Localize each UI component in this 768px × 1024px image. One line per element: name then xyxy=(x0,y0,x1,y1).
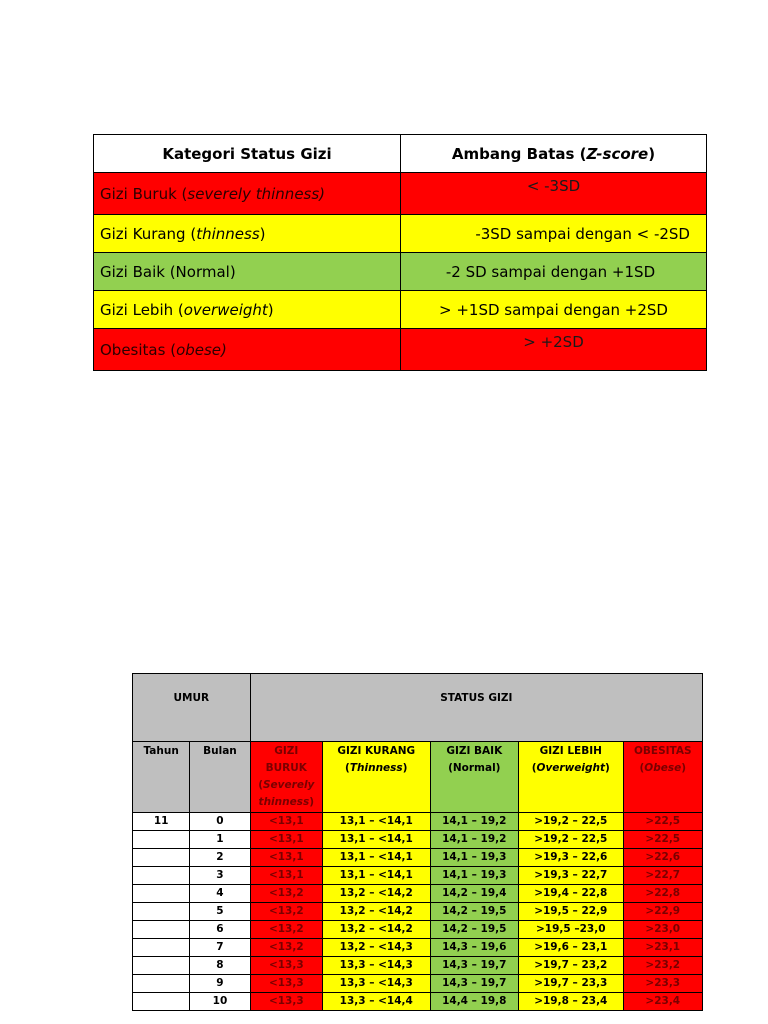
header-paren: ( xyxy=(639,762,645,774)
table-row xyxy=(94,329,707,371)
header-umur: UMUR xyxy=(133,674,251,742)
tahun-cell xyxy=(133,885,190,903)
header-italic: Severely thinness xyxy=(258,779,315,808)
table-row xyxy=(94,253,707,291)
gizi-buruk-cell: <13,3 xyxy=(250,957,322,975)
obesitas-cell: >22,5 xyxy=(623,813,702,831)
table-row xyxy=(94,215,707,253)
table-row xyxy=(133,957,703,975)
bulan-cell: 9 xyxy=(190,975,250,993)
header-line: BURUK xyxy=(265,762,307,774)
table-header-row xyxy=(94,135,707,173)
header-gizi-baik xyxy=(430,742,518,813)
header-ambang-italic: Z-score xyxy=(586,144,649,163)
gizi-buruk-cell: <13,2 xyxy=(250,903,322,921)
status-gizi-category-table xyxy=(93,134,707,371)
header-line: GIZI KURANG xyxy=(337,745,416,757)
obesitas-cell: >23,4 xyxy=(623,993,702,1011)
gizi-baik-cell: 14,1 – 19,2 xyxy=(430,813,518,831)
gizi-kurang-cell: 13,2 – <14,2 xyxy=(322,921,430,939)
label-italic: thinness xyxy=(196,224,260,243)
table-row xyxy=(133,975,703,993)
threshold-value: > +2SD xyxy=(401,329,707,371)
table-row xyxy=(133,903,703,921)
tahun-cell xyxy=(133,993,190,1011)
table-row xyxy=(94,173,707,215)
header-gizi-lebih xyxy=(519,742,624,813)
threshold-value: < -3SD xyxy=(401,173,707,215)
tahun-cell xyxy=(133,903,190,921)
header-italic: Thinness xyxy=(349,762,403,774)
obesitas-cell: >23,2 xyxy=(623,957,702,975)
header-gizi-buruk xyxy=(250,742,322,813)
gizi-lebih-cell: >19,7 – 23,2 xyxy=(519,957,624,975)
obesitas-cell: >23,1 xyxy=(623,939,702,957)
header-line: GIZI LEBIH xyxy=(539,745,602,757)
gizi-kurang-cell: 13,3 – <14,3 xyxy=(322,975,430,993)
header-bulan: Bulan xyxy=(190,742,250,813)
gizi-baik-cell: 14,1 – 19,3 xyxy=(430,849,518,867)
gizi-kurang-cell: 13,2 – <14,2 xyxy=(322,885,430,903)
header-paren: ( xyxy=(258,779,263,791)
gizi-lebih-cell: >19,6 – 23,1 xyxy=(519,939,624,957)
header-line: GIZI BAIK xyxy=(446,745,503,757)
obesitas-cell: >22,7 xyxy=(623,867,702,885)
gizi-kurang-cell: 13,3 – <14,4 xyxy=(322,993,430,1011)
table-row xyxy=(133,939,703,957)
gizi-baik-cell: 14,2 – 19,4 xyxy=(430,885,518,903)
table-row xyxy=(133,993,703,1011)
gizi-buruk-cell: <13,1 xyxy=(250,831,322,849)
gizi-lebih-cell: >19,2 – 22,5 xyxy=(519,831,624,849)
gizi-buruk-cell: <13,3 xyxy=(250,975,322,993)
table-row xyxy=(94,291,707,329)
obesitas-cell: >22,5 xyxy=(623,831,702,849)
gizi-buruk-cell: <13,1 xyxy=(250,813,322,831)
tahun-cell xyxy=(133,939,190,957)
tahun-cell: 11 xyxy=(133,813,190,831)
gizi-lebih-cell: >19,5 – 22,9 xyxy=(519,903,624,921)
bulan-cell: 2 xyxy=(190,849,250,867)
gizi-kurang-cell: 13,2 – <14,2 xyxy=(322,903,430,921)
table-row xyxy=(133,831,703,849)
label-text: Obesitas ( xyxy=(100,340,177,359)
header-ambang-prefix: Ambang Batas ( xyxy=(451,144,587,163)
tahun-cell xyxy=(133,849,190,867)
category-label xyxy=(94,253,401,291)
threshold-value: -2 SD sampai dengan +1SD xyxy=(401,253,707,291)
label-italic: severely thinness) xyxy=(187,184,326,203)
gizi-kurang-cell: 13,1 – <14,1 xyxy=(322,867,430,885)
label-italic: obese) xyxy=(176,340,227,359)
table-row xyxy=(133,885,703,903)
category-label xyxy=(94,291,401,329)
tahun-cell xyxy=(133,831,190,849)
header-italic: Obese xyxy=(644,762,682,774)
header-ambang-suffix: ) xyxy=(648,144,656,163)
header-italic: Overweight xyxy=(536,762,606,774)
gizi-baik-cell: 14,3 – 19,7 xyxy=(430,975,518,993)
header-status-gizi: STATUS GIZI xyxy=(250,674,702,742)
gizi-lebih-cell: >19,3 – 22,7 xyxy=(519,867,624,885)
bmi-reference-table-wrapper xyxy=(132,673,704,1024)
header-kategori: Kategori Status Gizi xyxy=(94,135,401,173)
label-text: Gizi Kurang ( xyxy=(100,224,197,243)
gizi-lebih-cell: >19,8 – 23,4 xyxy=(519,993,624,1011)
table-row xyxy=(133,921,703,939)
header-paren: ) xyxy=(402,762,408,774)
gizi-buruk-cell: <13,1 xyxy=(250,849,322,867)
gizi-lebih-cell: >19,3 – 22,6 xyxy=(519,849,624,867)
gizi-lebih-cell: >19,7 – 23,3 xyxy=(519,975,624,993)
gizi-baik-cell: 14,4 – 19,8 xyxy=(430,993,518,1011)
header-tahun: Tahun xyxy=(133,742,190,813)
tahun-cell xyxy=(133,921,190,939)
gizi-baik-cell: 14,2 – 19,5 xyxy=(430,921,518,939)
header-gizi-kurang xyxy=(322,742,430,813)
header-line: GIZI xyxy=(274,745,299,757)
tahun-cell xyxy=(133,867,190,885)
bulan-cell: 8 xyxy=(190,957,250,975)
header-paren: ) xyxy=(309,796,315,808)
category-label xyxy=(94,215,401,253)
label-text: Gizi Baik (Normal) xyxy=(100,262,236,281)
obesitas-cell: >23,0 xyxy=(623,921,702,939)
gizi-buruk-cell: <13,1 xyxy=(250,867,322,885)
header-line: OBESITAS xyxy=(633,745,692,757)
header-paren: ( xyxy=(345,762,350,774)
header-obesitas xyxy=(623,742,702,813)
obesitas-cell: >22,8 xyxy=(623,885,702,903)
tahun-cell xyxy=(133,957,190,975)
gizi-buruk-cell: <13,2 xyxy=(250,921,322,939)
bulan-cell: 5 xyxy=(190,903,250,921)
bulan-cell: 4 xyxy=(190,885,250,903)
header-paren: ) xyxy=(605,762,610,774)
gizi-baik-cell: 14,3 – 19,7 xyxy=(430,957,518,975)
table-row xyxy=(133,813,703,831)
bulan-cell: 6 xyxy=(190,921,250,939)
gizi-kurang-cell: 13,1 – <14,1 xyxy=(322,813,430,831)
table-header-row xyxy=(133,674,703,742)
category-label xyxy=(94,329,401,371)
header-ambang-batas xyxy=(401,135,707,173)
bmi-table-body xyxy=(133,813,703,1011)
label-text: Gizi Buruk ( xyxy=(100,184,188,203)
header-line: (Normal) xyxy=(448,762,501,774)
gizi-baik-cell: 14,1 – 19,3 xyxy=(430,867,518,885)
table-row xyxy=(133,849,703,867)
gizi-lebih-cell: >19,4 – 22,8 xyxy=(519,885,624,903)
gizi-baik-cell: 14,3 – 19,6 xyxy=(430,939,518,957)
threshold-value: > +1SD sampai dengan +2SD xyxy=(401,291,707,329)
tahun-cell xyxy=(133,975,190,993)
gizi-buruk-cell: <13,3 xyxy=(250,993,322,1011)
label-italic: overweight xyxy=(183,300,268,319)
gizi-lebih-cell: >19,2 – 22,5 xyxy=(519,813,624,831)
gizi-buruk-cell: <13,2 xyxy=(250,885,322,903)
gizi-kurang-cell: 13,2 – <14,3 xyxy=(322,939,430,957)
gizi-kurang-cell: 13,3 – <14,3 xyxy=(322,957,430,975)
gizi-buruk-cell: <13,2 xyxy=(250,939,322,957)
gizi-lebih-cell: >19,5 –23,0 xyxy=(519,921,624,939)
threshold-value: -3SD sampai dengan < -2SD xyxy=(401,215,707,253)
bulan-cell: 10 xyxy=(190,993,250,1011)
label-text: Gizi Lebih ( xyxy=(100,300,184,319)
gizi-kurang-cell: 13,1 – <14,1 xyxy=(322,831,430,849)
obesitas-cell: >23,3 xyxy=(623,975,702,993)
table-row xyxy=(133,867,703,885)
table-subheader-row xyxy=(133,742,703,813)
header-paren: ) xyxy=(681,762,687,774)
obesitas-cell: >22,9 xyxy=(623,903,702,921)
label-tail: ) xyxy=(267,300,274,319)
gizi-kurang-cell: 13,1 – <14,1 xyxy=(322,849,430,867)
bulan-cell: 7 xyxy=(190,939,250,957)
bulan-cell: 3 xyxy=(190,867,250,885)
gizi-baik-cell: 14,1 – 19,2 xyxy=(430,831,518,849)
bmi-reference-table xyxy=(132,673,703,1011)
category-label xyxy=(94,173,401,215)
obesitas-cell: >22,6 xyxy=(623,849,702,867)
header-paren: ( xyxy=(531,762,537,774)
gizi-baik-cell: 14,2 – 19,5 xyxy=(430,903,518,921)
label-tail: ) xyxy=(259,224,266,243)
bulan-cell: 1 xyxy=(190,831,250,849)
bulan-cell: 0 xyxy=(190,813,250,831)
